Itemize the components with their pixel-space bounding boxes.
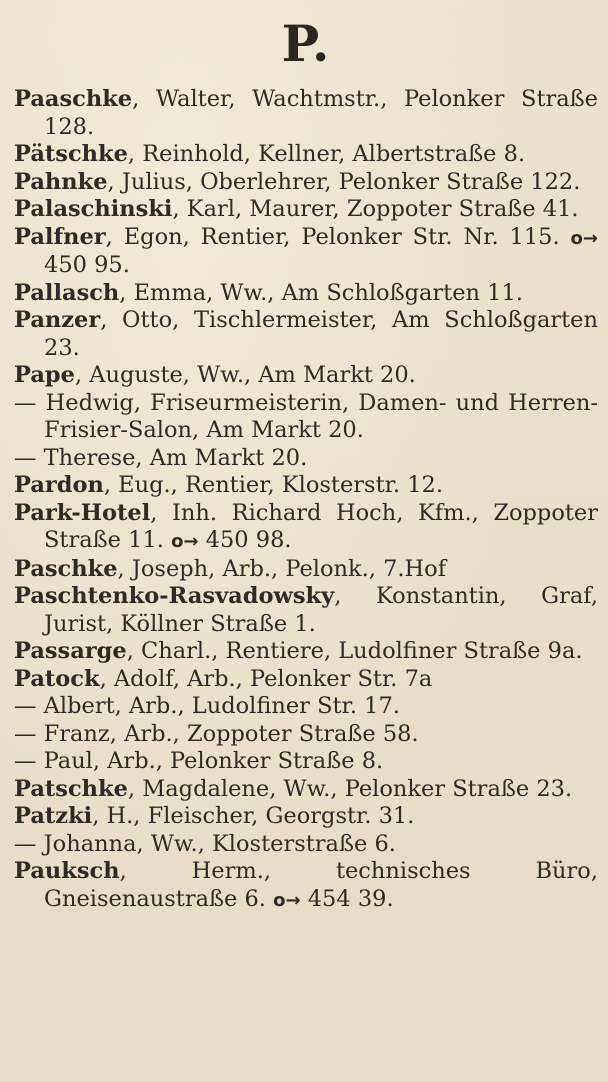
entry-surname: Pätschke	[14, 141, 128, 167]
entry-details: , Joseph, Arb., Pelonk., 7.Hof	[117, 555, 447, 582]
telephone-icon: o→	[171, 531, 199, 552]
directory-entry	[14, 803, 598, 831]
entry-details: , Magdalene, Ww., Pelonker Straße 23.	[127, 775, 573, 802]
entry-surname: Pauksch	[14, 858, 120, 884]
entry-surname: Pape	[14, 362, 75, 388]
entry-details: — Therese, Am Markt 20.	[14, 444, 308, 471]
entry-list	[14, 86, 598, 914]
entry-surname: Passarge	[14, 638, 127, 664]
entry-details: , Otto, Tischlermeister, Am Schloßgarten 23.	[44, 307, 598, 361]
entry-surname: Patzki	[14, 803, 93, 829]
directory-entry	[14, 472, 598, 500]
directory-entry	[14, 224, 598, 280]
entry-details: , H., Fleischer, Georgstr. 31.	[92, 803, 415, 829]
directory-entry	[14, 362, 598, 390]
entry-details: , Emma, Ww., Am Schloßgarten 11.	[119, 279, 523, 306]
directory-entry	[14, 307, 598, 362]
entry-surname: Pallasch	[14, 279, 120, 306]
directory-entry	[14, 196, 598, 224]
directory-entry	[14, 638, 598, 666]
entry-surname: Patock	[14, 665, 100, 692]
entry-details: , Reinhold, Kellner, Albertstraße 8.	[127, 141, 526, 167]
entry-surname: Pardon	[14, 472, 104, 498]
entry-details: — Johanna, Ww., Klosterstraße 6.	[14, 830, 396, 857]
section-letter-heading: P.	[281, 14, 331, 73]
entry-details: , Herm., technisches Büro, Gneisenaustraße 6.	[44, 858, 598, 912]
directory-entry	[14, 390, 598, 445]
entry-details: , Inh. Richard Hoch, Kfm., Zoppoter Straße 11.	[44, 499, 598, 553]
entry-details: — Franz, Arb., Zoppoter Straße 58.	[14, 720, 419, 747]
entry-details: — Hedwig, Friseurmeisterin, Damen- und Herren-Frisier-Salon, Am Markt 20.	[14, 389, 598, 443]
entry-details: , Konstantin, Graf, Jurist, Köllner Straße 1.	[44, 583, 598, 637]
entry-details: — Albert, Arb., Ludolfiner Str. 17.	[14, 693, 400, 719]
entry-surname: Palfner	[14, 223, 106, 250]
entry-details: , Charl., Rentiere, Ludolfiner Straße 9a.	[126, 638, 583, 664]
entry-surname: Pahnke	[14, 168, 108, 195]
entry-surname: Park-Hotel	[14, 499, 151, 526]
directory-entry	[14, 583, 598, 638]
entry-details: , Julius, Oberlehrer, Pelonker Straße 122.	[107, 168, 581, 195]
entry-details: , Walter, Wachtmstr., Pelonker Straße 128.	[44, 86, 598, 140]
entry-details: , Auguste, Ww., Am Markt 20.	[74, 362, 416, 388]
directory-entry	[14, 666, 598, 694]
entry-phone-number: 454 39.	[307, 885, 394, 912]
entry-surname: Paschtenko-Rasvadowsky	[14, 583, 335, 609]
entry-details: , Egon, Rentier, Pelonker Str. Nr. 115.	[105, 223, 571, 250]
entry-details: , Adolf, Arb., Pelonker Str. 7a	[99, 665, 433, 692]
directory-entry	[14, 445, 598, 473]
entry-surname: Patschke	[14, 775, 128, 802]
directory-entry	[14, 748, 598, 776]
directory-entry	[14, 280, 598, 308]
entry-surname: Panzer	[14, 307, 101, 333]
directory-entry	[14, 169, 598, 197]
entry-surname: Palaschinski	[14, 196, 173, 222]
entry-surname: Paschke	[14, 555, 118, 582]
directory-entry	[14, 693, 598, 721]
entry-details: , Eug., Rentier, Klosterstr. 12.	[103, 472, 443, 498]
directory-entry	[14, 776, 598, 804]
directory-entry	[14, 556, 598, 584]
directory-entry	[14, 86, 598, 141]
directory-entry	[14, 141, 598, 169]
directory-entry	[14, 721, 598, 749]
entry-phone-number: 450 95.	[44, 252, 130, 278]
directory-entry	[14, 500, 598, 556]
entry-surname: Paaschke	[14, 86, 133, 112]
telephone-icon: o→	[570, 227, 598, 249]
entry-phone-number: 450 98.	[205, 527, 292, 553]
directory-entry	[14, 858, 598, 914]
entry-details: — Paul, Arb., Pelonker Straße 8.	[14, 748, 384, 774]
entry-details: , Karl, Maurer, Zoppoter Straße 41.	[172, 196, 579, 222]
directory-entry	[14, 831, 598, 859]
telephone-icon: o→	[273, 889, 301, 911]
